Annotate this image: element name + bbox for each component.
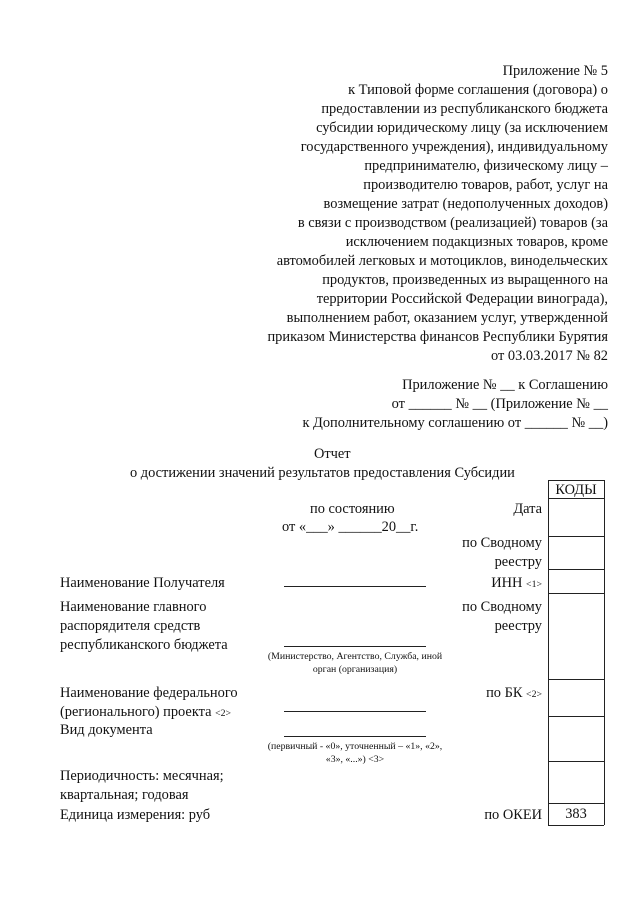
svodny-reestr-label: по Сводному реестру xyxy=(462,535,542,570)
okei-code: 383 xyxy=(565,806,587,822)
appendix-line: в связи с производством (реализацией) товаров (за xyxy=(297,215,608,231)
main-manager-label: Наименование главного распорядителя средств республиканского бюджета xyxy=(60,599,228,653)
project-text: Наименование федерального (регионального) проекта xyxy=(60,685,238,720)
appendix-line: государственного учреждения), индивидуальному xyxy=(300,139,608,155)
recipient-field-line xyxy=(284,586,426,587)
project-label xyxy=(60,684,260,722)
unit-label: Единица измерения: руб xyxy=(60,807,211,823)
okei-label: по ОКЕИ xyxy=(484,807,542,823)
appendix-line: выполнением работ, оказанием услуг, утвержденной xyxy=(286,310,608,326)
inn-footnote: <1> xyxy=(526,579,542,590)
report-subtitle: о достижении значений результатов предоставления Субсидии xyxy=(130,465,515,481)
project-field-line xyxy=(284,711,426,712)
appendix-line: автомобилей легковых и мотоциклов, винодельческих xyxy=(276,253,608,269)
bk-label xyxy=(486,684,542,703)
inn-text: ИНН xyxy=(491,575,523,591)
codes-table xyxy=(548,480,604,825)
appendix-line: приказом Министерства финансов Республики Бурятия xyxy=(267,329,608,345)
ministry-caption: (Министерство, Агентство, Служба, иной орган (организация) xyxy=(267,651,443,675)
svodny-reestr-label-2: по Сводному реестру xyxy=(462,599,542,634)
report-date: от «___» ______20__г. xyxy=(282,519,419,535)
agreement-reference xyxy=(208,376,608,433)
appendix-line: территории Российской Федерации винограда), xyxy=(316,291,608,307)
appendix-title: Приложение № 5 xyxy=(502,63,608,79)
appendix-line: к Типовой форме соглашения (договора) о xyxy=(348,82,608,98)
bk-footnote: <2> xyxy=(526,689,542,700)
codes-header: КОДЫ xyxy=(555,482,597,498)
appendix-line: предпринимателю, физическому лицу – xyxy=(364,158,608,174)
appendix-line: производителю товаров, работ, услуг на xyxy=(363,177,608,193)
bk-text: по БК xyxy=(486,685,523,701)
agreement-ref-line: к Дополнительному соглашению от ______ № __) xyxy=(302,415,608,431)
manager-field-line xyxy=(284,646,426,647)
project-footnote: <2> xyxy=(215,708,232,719)
doc-type-label: Вид документа xyxy=(60,722,153,738)
doc-type-field-line xyxy=(284,736,426,737)
date-label: Дата xyxy=(513,501,542,517)
as-of-label: по состоянию xyxy=(310,501,395,517)
inn-label xyxy=(491,574,542,593)
agreement-ref-line: от ______ № __ (Приложение № __ xyxy=(391,396,608,412)
appendix-line: предоставлении из республиканского бюджета xyxy=(321,101,608,117)
recipient-label: Наименование Получателя xyxy=(60,575,225,591)
report-title: Отчет xyxy=(314,446,351,462)
appendix-line: субсидии юридическому лицу (за исключением xyxy=(316,120,608,136)
appendix-line: продуктов, произведенных из выращенного на xyxy=(322,272,608,288)
periodicity-label: Периодичность: месячная; квартальная; годовая xyxy=(60,768,224,803)
appendix-line: от 03.03.2017 № 82 xyxy=(491,348,608,364)
appendix-header xyxy=(208,62,608,366)
appendix-line: возмещение затрат (недополученных доходов) xyxy=(323,196,608,212)
doc-type-caption: (первичный - «0», уточненный – «1», «2», «3», «...») <3> xyxy=(267,741,443,765)
agreement-ref-line: Приложение № __ к Соглашению xyxy=(402,377,608,393)
appendix-line: исключением подакцизных товаров, кроме xyxy=(345,234,608,250)
